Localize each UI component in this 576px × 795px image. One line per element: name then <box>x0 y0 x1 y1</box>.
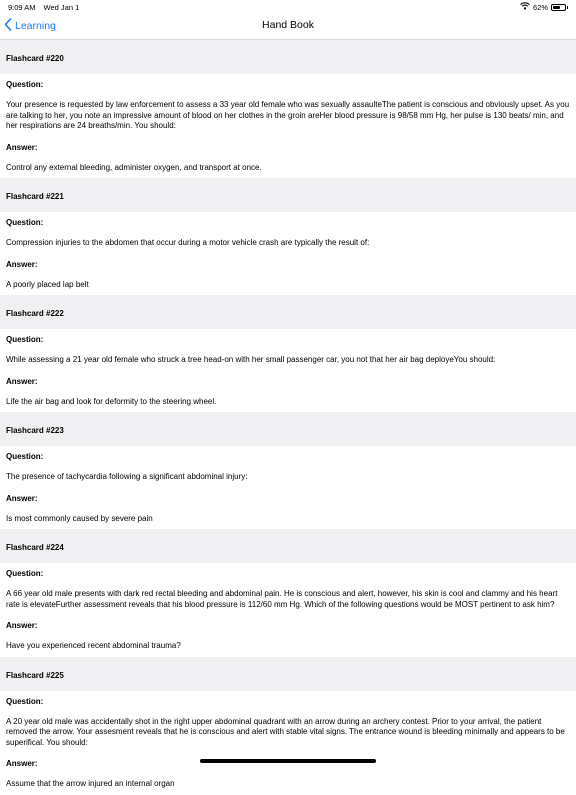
answer-text: Control any external bleeding, administer oxygen, and transport at once. <box>6 162 262 172</box>
question-text: While assessing a 21 year old female who struck a tree head-on with her small passenger car, you not that her air bag deployeYou should: <box>6 355 496 364</box>
answer-label: Answer: <box>6 142 38 152</box>
answer-label: Answer: <box>6 621 38 630</box>
battery-icon <box>551 4 566 11</box>
question-label: Question: <box>6 696 44 706</box>
question-text: Your presence is requested by law enforcement to assess a 33 year old female who was sexually assaulteThe patient is conscious and obviously upset. As you are talking to her, you note an impressive amount of blood on her clothes in the groin areHer blood pressure is 98/58 mm Hg, her pulse is 130 beats/ min, and her respirations are 24 breaths/min. You should: <box>6 100 570 130</box>
flashcard-title: Flashcard #223 <box>0 412 576 446</box>
flashcard-body <box>0 563 576 657</box>
status-date: Wed Jan 1 <box>43 3 80 12</box>
question-label: Question: <box>6 80 44 89</box>
answer-label: Answer: <box>6 493 38 503</box>
answer-text: Life the air bag and look for deformity to the steering wheel. <box>6 396 217 406</box>
answer-text: A poorly placed lap belt <box>6 279 89 289</box>
flashcard-body <box>0 446 576 529</box>
answer-label: Answer: <box>6 376 38 386</box>
answer-label: Answer: <box>6 759 38 768</box>
flashcard-body <box>0 74 576 178</box>
question-text: Compression injuries to the abdomen that occur during a motor vehicle crash are typically the result of: <box>6 238 370 247</box>
answer-text: Have you experienced recent abdominal trauma? <box>6 641 181 650</box>
flashcard-title: Flashcard #225 <box>0 657 576 691</box>
flashcard-title: Flashcard #220 <box>0 40 576 74</box>
question-text: A 20 year old male was accidentally shot in the right upper abdominal quadrant with an arrow during an archery contest. Prior to your arrival, the patient removed the arrow. Your assesment reveals that he is conscious and alert with stable vital signs. The entrance wound is bleeding minimally and appears to be superifical. You should: <box>6 716 565 747</box>
question-text: The presence of tachycardia following a significant abdominal injury: <box>6 472 248 481</box>
answer-text: Assume that the arrow injured an internal organ <box>6 779 175 788</box>
question-text: A 66 year old male presents with dark red rectal bleeding and abdominal pain. He is conscious and alert, however, his skin is cool and clammy and his heart rate is elevateFurther assessment reveals that his blood pressure is 112/60 mm Hg. Which of the following questions would be MOST pertinent to ask him? <box>6 589 558 609</box>
flashcard-title: Flashcard #221 <box>0 178 576 212</box>
status-time: 9:09 AM <box>8 3 36 12</box>
question-label: Question: <box>6 569 44 578</box>
navigation-bar <box>0 14 576 40</box>
answer-text: Is most commonly caused by severe pain <box>6 513 153 523</box>
wifi-icon <box>520 2 530 12</box>
flashcard-body <box>0 329 576 412</box>
back-button-label: Learning <box>15 20 56 32</box>
battery-percent: 62% <box>532 2 548 12</box>
question-label: Question: <box>6 335 44 344</box>
question-label: Question: <box>6 218 44 227</box>
flashcard-body <box>0 691 576 795</box>
flashcard-body <box>0 212 576 295</box>
question-label: Question: <box>6 452 44 461</box>
flashcard-title: Flashcard #224 <box>0 529 576 563</box>
flashcard-title: Flashcard #222 <box>0 295 576 329</box>
status-bar <box>0 0 576 14</box>
page-title: Hand Book <box>262 19 314 31</box>
flashcard-list[interactable] <box>0 40 576 795</box>
answer-label: Answer: <box>6 259 38 269</box>
home-indicator <box>200 759 376 763</box>
